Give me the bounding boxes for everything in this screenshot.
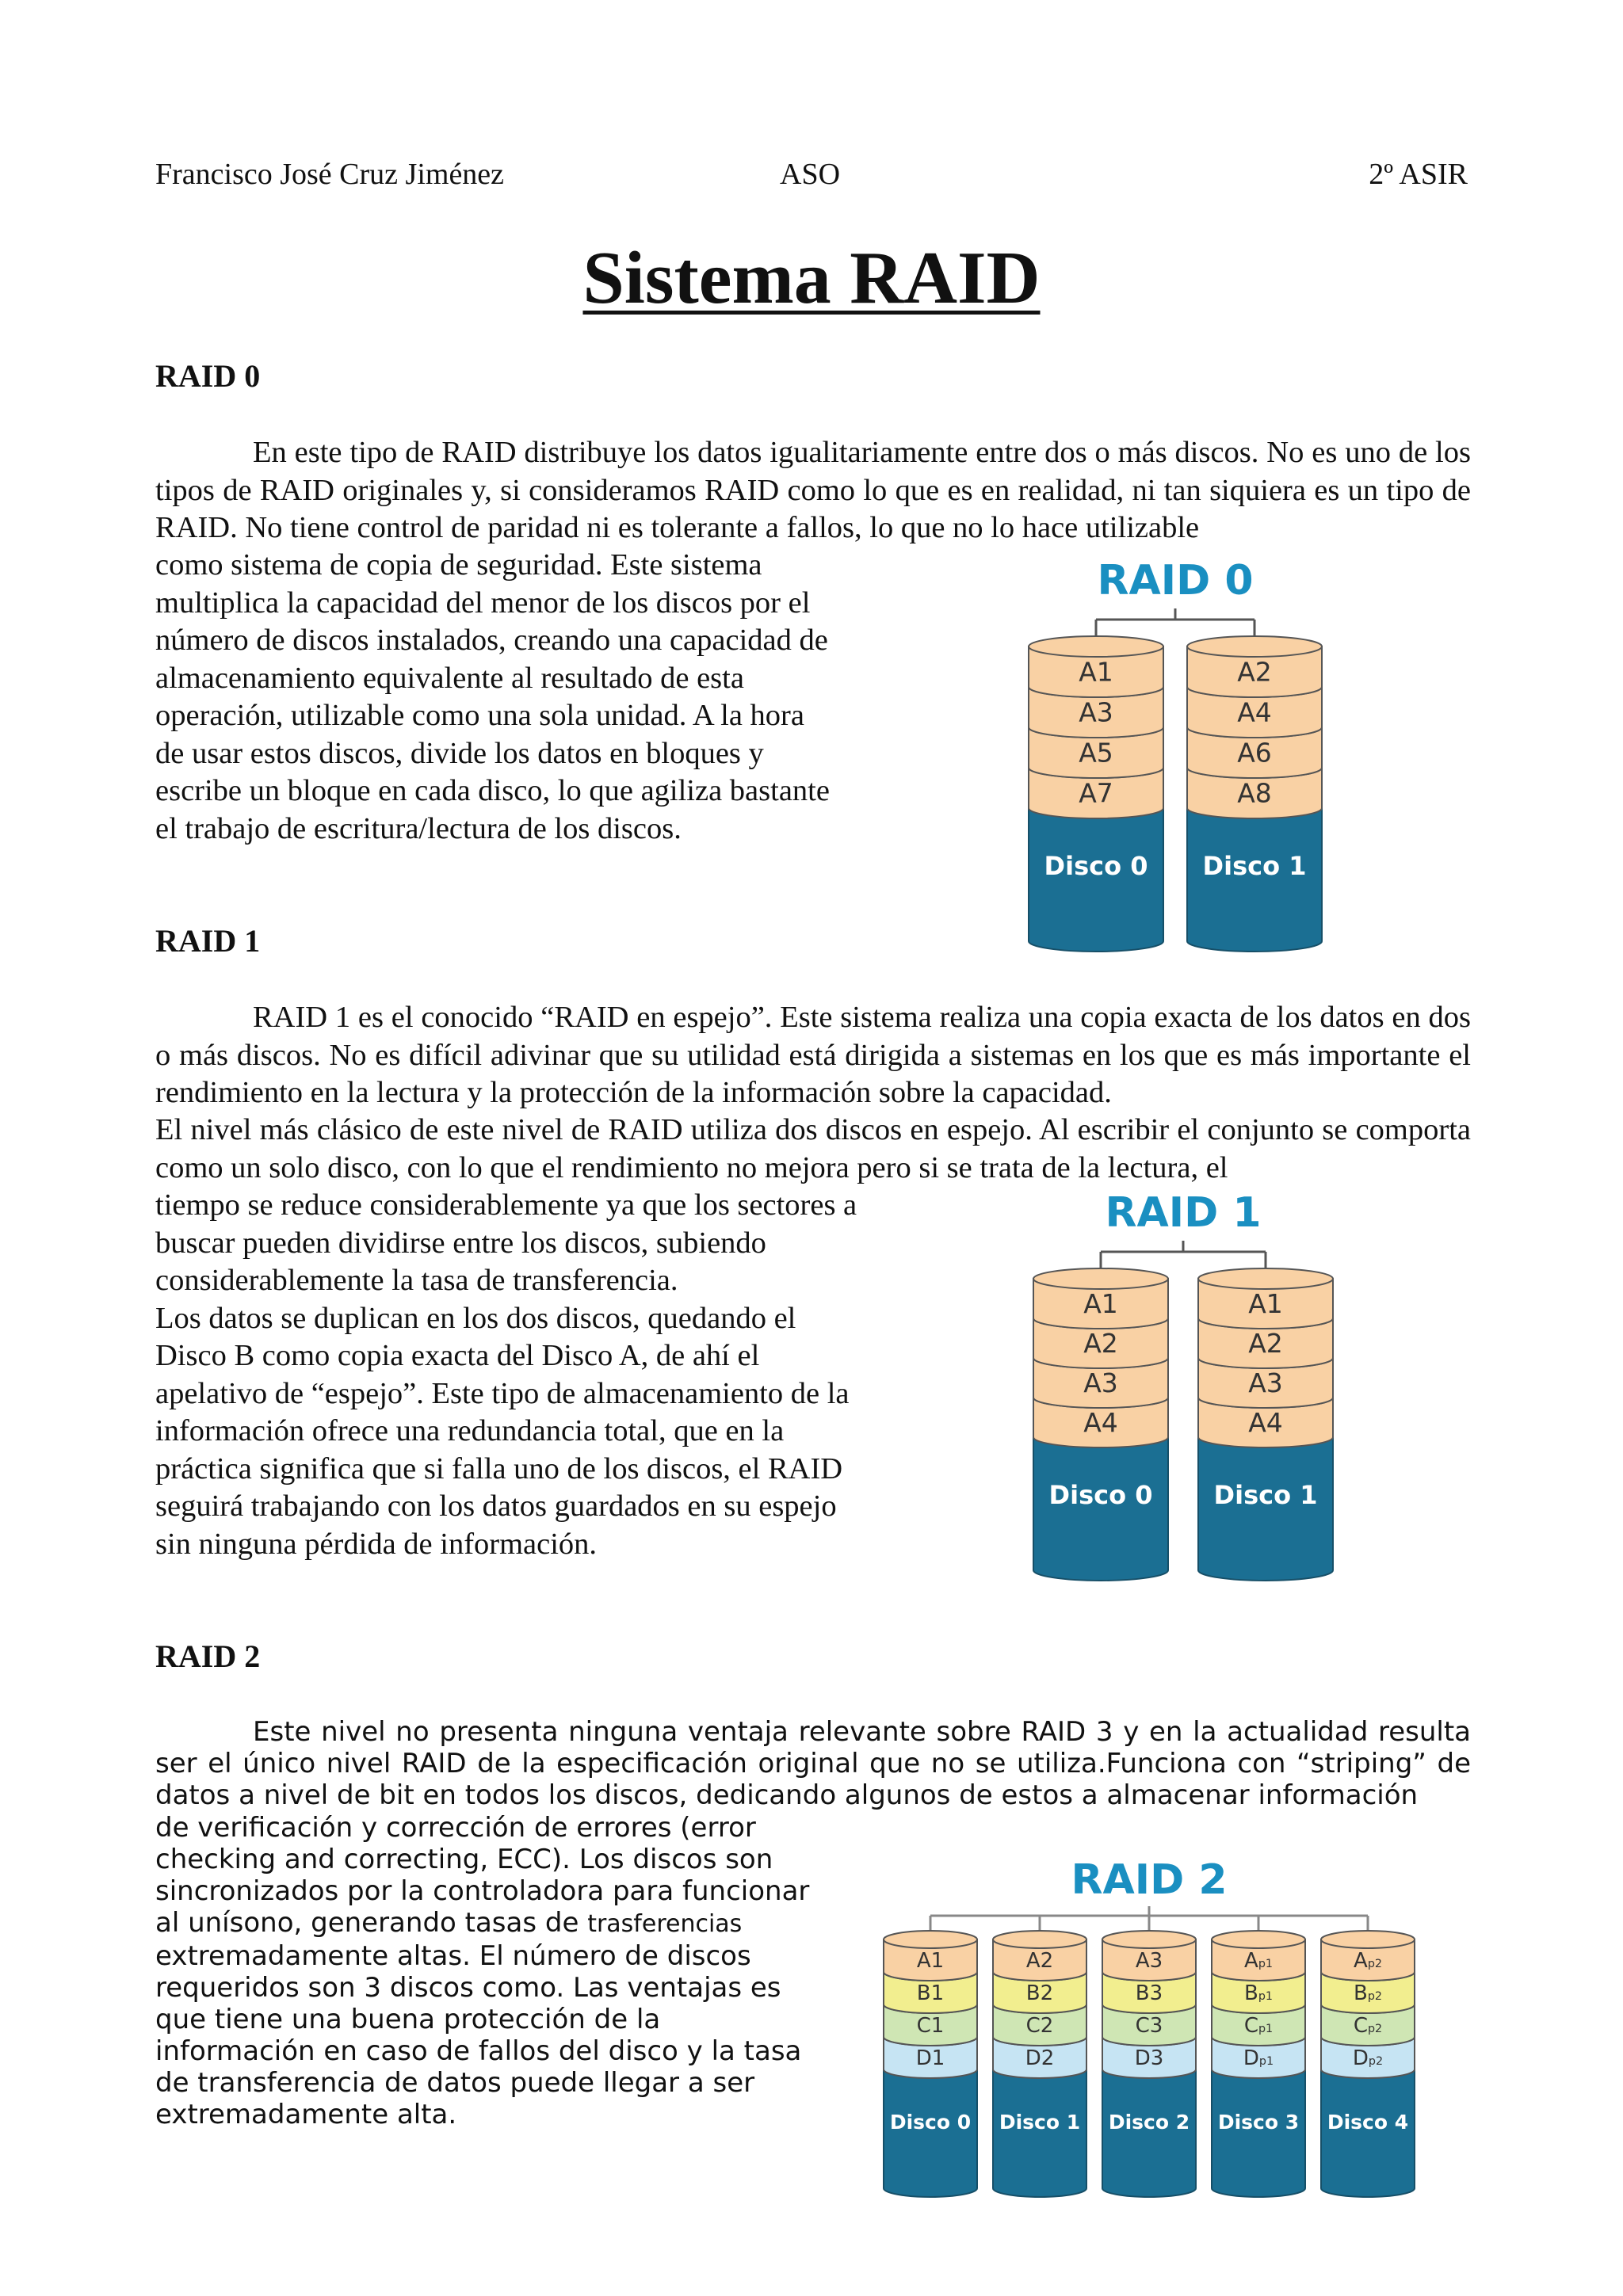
raid2-side-text-a: de verificación y corrección de errores (error checking and correcting, ECC). Los discos son sincronizados por la controladora para funcionar al unísono, generando tasas de: [155, 1812, 810, 1939]
raid0-paragraph: [155, 434, 1471, 547]
raid1-disk-0-block-label-1: A2: [1083, 1328, 1118, 1360]
raid2-disk-2-block-0-top: [1102, 1931, 1196, 1948]
raid0-disk-0-label: Disco 0: [1044, 851, 1148, 881]
page-title: Sistema RAID: [582, 237, 1041, 319]
raid1-paragraph: [155, 999, 1471, 1112]
raid0-disk-0-block-label-2: A5: [1079, 737, 1113, 769]
raid0-heading: RAID 0: [155, 358, 261, 394]
raid0-diagram-title: RAID 0: [1097, 557, 1254, 605]
raid1-disk-0: [1033, 1268, 1168, 1581]
raid2-disk-2-block-label-3: D3: [1134, 2046, 1164, 2070]
raid1-disk-1-label: Disco 1: [1213, 1480, 1318, 1510]
raid1-heading: RAID 1: [155, 923, 261, 959]
raid2-disk-0-block-label-0: A1: [916, 1948, 945, 1973]
raid1-side-text: tiempo se reduce considerablemente ya que los sectores a buscar pueden dividirse entre los discos, subiendo considerablemente la tasa de transferencia. Los datos se duplican en los dos discos, quedando el Disco B como copia exacta del Disco A, de ahí el apelativo de “espejo”. Este tipo de almacenamiento de la información ofrece una redundancia total, que en la práctica significa que si falla uno de los discos, el RAID seguirá trabajando con los datos guardados en su espejo sin ninguna pérdida de información.: [155, 1188, 857, 1561]
raid1-disk-0-block-label-2: A3: [1083, 1367, 1118, 1399]
raid2-disk-3-label: Disco 3: [1217, 2111, 1300, 2134]
raid2-disk-0-block-label-3: D1: [915, 2046, 945, 2070]
raid2-disk-3-block-label-0: Ap1: [1244, 1948, 1273, 1973]
raid2-diagram-title: RAID 2: [1071, 1856, 1228, 1904]
raid2-disk-1-block-label-0: A2: [1025, 1948, 1054, 1973]
raid1-disk-1-block-label-2: A3: [1248, 1367, 1283, 1399]
raid2-side-text-b: extremadamente altas. El número de discos requeridos son 3 discos como. Las ventajas es que tiene una buena protección de la información en caso de fallos del disco y la tasa de transferencia de datos puede llegar a ser extremadamente alta.: [155, 1940, 802, 2130]
raid0-disk-0-block-label-0: A1: [1079, 656, 1113, 688]
raid0-disk-1-label: Disco 1: [1202, 851, 1307, 881]
raid0-paragraph-text: En este tipo de RAID distribuye los datos igualitariamente entre dos o más discos. No es uno de los tipos de RAID originales y, si consideramos RAID como lo que es en realidad, ni tan siquiera es un tipo de RAID. No tiene control de paridad ni es tolerante a fallos, lo que no lo hace utilizable: [155, 436, 1471, 544]
raid0-disk-1-block-label-1: A4: [1237, 696, 1272, 728]
raid2-disk-2-label: Disco 2: [1108, 2111, 1190, 2134]
raid1-diagram-title: RAID 1: [1105, 1189, 1262, 1237]
raid2-disk-1-block-label-3: D2: [1025, 2046, 1055, 2070]
raid2-disk-0-block-label-1: B1: [916, 1981, 945, 2005]
raid2-disk-1-block-0-top: [993, 1931, 1086, 1948]
raid2-disk-2: [1102, 1931, 1196, 2197]
raid2-disk-3-block-label-2: Cp1: [1243, 2013, 1274, 2038]
raid2-disk-1: [993, 1931, 1086, 2197]
raid1-connector: [1101, 1241, 1266, 1272]
raid1-disk-1-block-label-0: A1: [1248, 1288, 1283, 1320]
raid2-disk-3-block-label-3: Dp1: [1243, 2046, 1274, 2070]
raid1-diagram: [1022, 1180, 1387, 1608]
raid1-paragraph-2: El nivel más clásico de este nivel de RAID utiliza dos discos en espejo. Al escribir el conjunto se comporta como un solo disco, con lo que el rendimiento no mejora pero si se trata de la lectura, el: [155, 1113, 1471, 1184]
raid2-disk-0-block-0-top: [884, 1931, 977, 1948]
raid2-side-text-word: trasferencias: [587, 1910, 743, 1938]
raid0-disk-1-block-label-0: A2: [1237, 656, 1272, 688]
raid0-disk-1-block-label-3: A8: [1237, 777, 1272, 809]
raid0-disk-0-block-0-top: [1029, 636, 1163, 657]
raid0-diagram: [1014, 547, 1379, 974]
raid2-disk-0: [884, 1931, 977, 2197]
raid2-disk-2-block-label-1: B3: [1135, 1981, 1163, 2005]
raid2-disk-0-label: Disco 0: [889, 2111, 972, 2134]
raid1-disk-1-block-0-top: [1198, 1268, 1333, 1289]
raid1-paragraph-text: RAID 1 es el conocido “RAID en espejo”. Este sistema realiza una copia exacta de los datos en dos o más discos. No es difícil adivinar que su utilidad está dirigida a sistemas en los que es más importante el rendimiento en la lectura y la protección de la información sobre la capacidad.: [155, 1001, 1471, 1109]
raid2-disk-3: [1212, 1931, 1305, 2197]
raid2-disk-2-block-label-2: C3: [1135, 2013, 1163, 2038]
raid1-disk-0-block-0-top: [1033, 1268, 1168, 1289]
raid2-disk-4: [1321, 1931, 1415, 2197]
raid2-disk-1-block-label-2: C2: [1025, 2013, 1054, 2038]
raid0-disk-1-block-0-top: [1187, 636, 1322, 657]
raid2-disk-3-block-0-top: [1212, 1931, 1305, 1948]
raid2-diagram: [872, 1854, 1426, 2234]
raid2-disk-4-block-label-3: Dp2: [1352, 2046, 1384, 2070]
raid2-paragraph: [155, 1716, 1471, 1811]
header-author: Francisco José Cruz Jiménez: [155, 158, 505, 191]
raid1-disk-0-block-label-3: A4: [1083, 1407, 1118, 1439]
raid0-side-text: como sistema de copia de seguridad. Este sistema multiplica la capacidad del menor de los discos por el número de discos instalados, creando una capacidad de almacenamiento equivalente al resultado de esta operación, utilizable como una sola unidad. A la hora de usar estos discos, divide los datos en bloques y escribe un bloque en cada disco, lo que agiliza bastante el trabajo de escritura/lectura de los discos.: [155, 548, 830, 845]
raid0-disk-0-block-label-3: A7: [1079, 777, 1113, 809]
raid0-disk-0-block-label-1: A3: [1079, 696, 1113, 728]
raid2-paragraph-text: Este nivel no presenta ninguna ventaja relevante sobre RAID 3 y en la actualidad resulta ser el único nivel RAID de la especificación original que no se utiliza.Funciona con “striping” de datos a nivel de bit en todos los discos, dedicando algunos de estos a almacenar información: [155, 1716, 1471, 1811]
raid2-side-text: [155, 1812, 809, 2130]
raid2-disk-0-block-label-2: C1: [916, 2013, 945, 2038]
raid2-disk-1-label: Disco 1: [999, 2111, 1081, 2134]
header-course: 2º ASIR: [1369, 158, 1468, 191]
raid1-disk-0-label: Disco 0: [1048, 1480, 1153, 1510]
raid2-disk-2-block-label-0: A3: [1135, 1948, 1163, 1973]
raid0-disk-1: [1187, 636, 1322, 952]
raid1-disk-1-block-label-3: A4: [1248, 1407, 1283, 1439]
raid1-disk-1: [1198, 1268, 1333, 1581]
raid0-connector: [1096, 608, 1254, 640]
header-subject: ASO: [780, 158, 841, 191]
raid1-disk-0-block-label-0: A1: [1083, 1288, 1118, 1320]
raid2-disk-4-block-label-2: Cp2: [1353, 2013, 1383, 2038]
raid2-disk-4-label: Disco 4: [1327, 2111, 1409, 2134]
raid1-disk-1-block-label-1: A2: [1248, 1328, 1283, 1360]
raid2-disk-3-block-label-1: Bp1: [1243, 1981, 1274, 2005]
raid2-disk-4-block-0-top: [1321, 1931, 1415, 1948]
raid2-disk-4-block-label-1: Bp2: [1353, 1981, 1383, 2005]
raid0-disk-1-block-label-2: A6: [1237, 737, 1272, 769]
raid2-disk-4-block-label-0: Ap2: [1354, 1948, 1382, 1973]
raid2-heading: RAID 2: [155, 1638, 261, 1674]
raid0-disk-0: [1029, 636, 1163, 952]
raid2-disk-1-block-label-1: B2: [1025, 1981, 1054, 2005]
